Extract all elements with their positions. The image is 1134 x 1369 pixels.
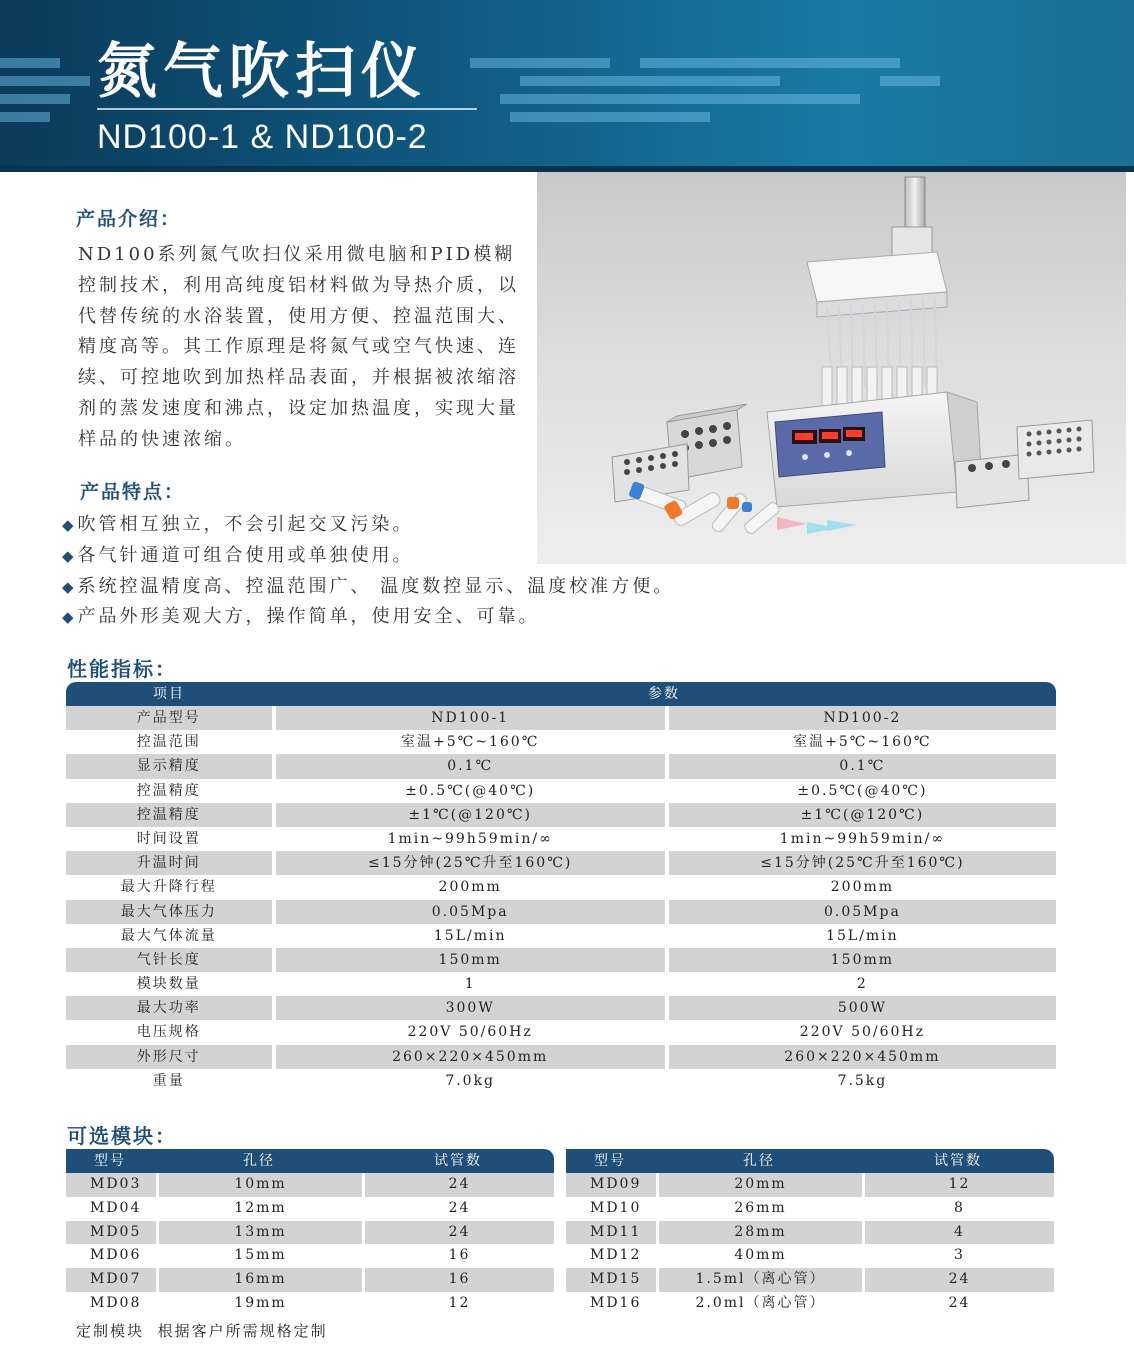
- spec-value-cell: 0.05Mpa: [669, 900, 1056, 924]
- diamond-bullet-icon: ◆: [62, 546, 74, 565]
- module-model-cell: MD11: [566, 1221, 656, 1245]
- spec-label-cell: 最大气体流量: [66, 924, 272, 948]
- feature-item: ◆ 系统控温精度高、控温范围广、 温度数控显示、温度校准方便。: [62, 572, 674, 603]
- spec-value-cell: ±0.5℃(@40℃): [276, 779, 665, 803]
- module-model-cell: MD16: [590, 1294, 642, 1311]
- features-heading: 产品特点：: [80, 481, 186, 503]
- module-hole-cell: 40mm: [734, 1247, 787, 1264]
- spec-value-cell: ND100-1: [276, 706, 665, 730]
- module-row: [566, 1221, 1054, 1245]
- spec-row: [66, 1020, 1056, 1044]
- module-hole-cell: 19mm: [234, 1294, 287, 1311]
- module-tubes-cell: 24: [365, 1221, 554, 1245]
- spec-row: [66, 851, 1056, 875]
- spec-row: [66, 1069, 1056, 1093]
- spec-label-cell: 升温时间: [66, 851, 272, 875]
- module-table-left: [66, 1149, 554, 1316]
- module-row: [566, 1268, 1054, 1292]
- model-subtitle: ND100-1 & ND100-2: [97, 118, 428, 156]
- module-tubes-cell: 24: [948, 1294, 971, 1311]
- spec-value-cell: ±0.5℃(@40℃): [669, 779, 1056, 803]
- column-header-hole: 孔径: [743, 1153, 775, 1169]
- module-hole-cell: 15mm: [234, 1247, 287, 1264]
- spec-value-cell: 220V 50/60Hz: [669, 1020, 1056, 1044]
- spec-value-cell: 0.1℃: [276, 754, 665, 778]
- spec-row: [66, 948, 1056, 972]
- spec-value-cell: 1min~99h59min/∞: [669, 827, 1056, 851]
- module-hole-cell: 26mm: [734, 1199, 787, 1216]
- spec-row: [66, 730, 1056, 754]
- diamond-bullet-icon: ◆: [62, 608, 74, 627]
- module-row: [66, 1173, 554, 1197]
- column-header-tubes: 试管数: [934, 1153, 982, 1169]
- feature-item: ◆ 各气针通道可组合使用或单独使用。: [62, 541, 674, 572]
- column-header-item: 项目: [153, 686, 185, 702]
- spec-value-cell: 260×220×450mm: [276, 1045, 665, 1069]
- module-row: [566, 1197, 1054, 1221]
- module-model-cell: MD08: [90, 1294, 142, 1311]
- spec-value-cell: 7.0kg: [276, 1069, 665, 1093]
- module-model-cell: MD12: [590, 1247, 642, 1264]
- module-table-header: [66, 1149, 554, 1173]
- intro-heading: 产品介绍：: [76, 208, 182, 230]
- spec-value-cell: ≤15分钟(25℃升至160℃): [276, 851, 665, 875]
- spec-value-cell: 150mm: [276, 948, 665, 972]
- spec-row: [66, 803, 1056, 827]
- module-table-body: [66, 1173, 554, 1316]
- spec-label-cell: 产品型号: [66, 706, 272, 730]
- spec-value-cell: ±1℃(@120℃): [669, 803, 1056, 827]
- spec-value-cell: 室温+5℃~160℃: [669, 730, 1056, 754]
- module-model-cell: MD15: [566, 1268, 656, 1292]
- spec-row: [66, 924, 1056, 948]
- spec-label-cell: 模块数量: [66, 972, 272, 996]
- intro-paragraph: ND100系列氮气吹扫仪采用微电脑和PID模糊控制技术，利用高纯度铝材料做为导热介质，以代替传统的水浴装置，使用方便、控温范围大、精度高等。其工作原理是将氮气或空气快速、连续、可控地吹到加热样品表面，并根据被浓缩溶剂的蒸发速度和沸点，设定加热温度，实现大量样品的快速浓缩。: [78, 244, 519, 450]
- module-model-cell: MD03: [66, 1173, 156, 1197]
- custom-module-label: 定制模块: [76, 1322, 145, 1340]
- module-tubes-cell: 8: [954, 1199, 965, 1216]
- module-tubes-cell: 16: [448, 1247, 471, 1264]
- spec-heading: 性能指标：: [67, 657, 177, 681]
- module-model-cell: MD09: [566, 1173, 656, 1197]
- spec-value-cell: 300W: [276, 996, 665, 1020]
- diamond-bullet-icon: ◆: [62, 516, 74, 534]
- modules-heading: 可选模块：: [67, 1124, 177, 1148]
- module-tubes-cell: 3: [954, 1247, 965, 1264]
- module-model-cell: MD05: [66, 1221, 156, 1245]
- spec-value-cell: 7.5kg: [669, 1069, 1056, 1093]
- module-tubes-cell: 12: [448, 1294, 471, 1311]
- spec-label-cell: 重量: [66, 1069, 272, 1093]
- spec-row: [66, 972, 1056, 996]
- spec-value-cell: ≤15分钟(25℃升至160℃): [669, 851, 1056, 875]
- spec-label-cell: 最大功率: [66, 996, 272, 1020]
- spec-value-cell: 15L/min: [669, 924, 1056, 948]
- column-header-model: 型号: [594, 1153, 626, 1169]
- spec-row: [66, 1045, 1056, 1069]
- module-hole-cell: 28mm: [659, 1221, 862, 1245]
- spec-row: [66, 900, 1056, 924]
- column-header-hole: 孔径: [243, 1153, 275, 1169]
- module-row: [66, 1244, 554, 1268]
- spec-value-cell: 500W: [669, 996, 1056, 1020]
- title-divider: [97, 108, 477, 110]
- module-model-cell: MD04: [90, 1199, 142, 1216]
- spec-value-cell: 220V 50/60Hz: [276, 1020, 665, 1044]
- spec-row: [66, 875, 1056, 899]
- module-tubes-cell: 4: [865, 1221, 1054, 1245]
- module-row: [566, 1292, 1054, 1316]
- module-hole-cell: 13mm: [159, 1221, 362, 1245]
- spec-label-cell: 最大气体压力: [66, 900, 272, 924]
- spec-label-cell: 控温精度: [66, 779, 272, 803]
- spec-value-cell: 1: [276, 972, 665, 996]
- spec-value-cell: 150mm: [669, 948, 1056, 972]
- spec-label-cell: 控温范围: [66, 730, 272, 754]
- column-header-param: 参数: [648, 686, 680, 702]
- module-tubes-cell: 24: [865, 1268, 1054, 1292]
- module-row: [566, 1244, 1054, 1268]
- custom-module-note: [76, 1320, 328, 1341]
- module-hole-cell: 20mm: [659, 1173, 862, 1197]
- module-tubes-cell: 12: [865, 1173, 1054, 1197]
- spec-label-cell: 时间设置: [66, 827, 272, 851]
- spec-label-cell: 气针长度: [66, 948, 272, 972]
- module-row: [66, 1197, 554, 1221]
- column-header-model: 型号: [94, 1153, 126, 1169]
- spec-table-body: [66, 706, 1056, 1093]
- spec-label-cell: 控温精度: [66, 803, 272, 827]
- header-banner: [0, 0, 1134, 172]
- page-title: 氮气吹扫仪: [97, 37, 427, 107]
- module-model-cell: MD06: [90, 1247, 142, 1264]
- spec-value-cell: ND100-2: [669, 706, 1056, 730]
- spec-value-cell: 15L/min: [276, 924, 665, 948]
- feature-item: ◆ 产品外形美观大方，操作简单，使用安全、可靠。: [62, 602, 674, 633]
- spec-row: [66, 779, 1056, 803]
- spec-value-cell: ±1℃(@120℃): [276, 803, 665, 827]
- module-model-cell: MD07: [66, 1268, 156, 1292]
- module-hole-cell: 10mm: [159, 1173, 362, 1197]
- module-hole-cell: 1.5ml（离心管）: [659, 1268, 862, 1292]
- module-table-body: [566, 1173, 1054, 1316]
- module-row: [66, 1292, 554, 1316]
- module-tubes-cell: 24: [448, 1199, 471, 1216]
- spec-value-cell: 1min~99h59min/∞: [276, 827, 665, 851]
- spec-label-cell: 外形尺寸: [66, 1045, 272, 1069]
- module-tubes-cell: 24: [365, 1173, 554, 1197]
- spec-row: [66, 996, 1056, 1020]
- spec-row: [66, 754, 1056, 778]
- module-table-header: [566, 1149, 1054, 1173]
- spec-value-cell: 0.1℃: [669, 754, 1056, 778]
- module-model-cell: MD10: [590, 1199, 642, 1216]
- module-hole-cell: 12mm: [234, 1199, 287, 1216]
- spec-value-cell: 200mm: [669, 875, 1056, 899]
- spec-value-cell: 2: [669, 972, 1056, 996]
- module-row: [66, 1268, 554, 1292]
- spec-table-header: [66, 682, 1056, 706]
- spec-value-cell: 260×220×450mm: [669, 1045, 1056, 1069]
- product-photo: [537, 172, 1126, 564]
- spec-table: [66, 682, 1056, 1093]
- spec-row: [66, 706, 1056, 730]
- spec-label-cell: 电压规格: [66, 1020, 272, 1044]
- feature-list: [62, 510, 674, 633]
- module-row: [566, 1173, 1054, 1197]
- module-row: [66, 1221, 554, 1245]
- spec-value-cell: 室温+5℃~160℃: [276, 730, 665, 754]
- feature-item: ◆ 吹管相互独立，不会引起交叉污染。: [62, 510, 674, 541]
- spec-row: [66, 827, 1056, 851]
- module-tubes-cell: 16: [365, 1268, 554, 1292]
- module-table-right: [566, 1149, 1054, 1316]
- column-header-tubes: 试管数: [434, 1153, 482, 1169]
- module-hole-cell: 16mm: [159, 1268, 362, 1292]
- spec-value-cell: 200mm: [276, 875, 665, 899]
- spec-label-cell: 显示精度: [66, 754, 272, 778]
- spec-value-cell: 0.05Mpa: [276, 900, 665, 924]
- custom-module-text: 根据客户所需规格定制: [157, 1322, 328, 1340]
- spec-label-cell: 最大升降行程: [66, 875, 272, 899]
- diamond-bullet-icon: ◆: [62, 577, 74, 596]
- module-hole-cell: 2.0ml（离心管）: [695, 1294, 826, 1311]
